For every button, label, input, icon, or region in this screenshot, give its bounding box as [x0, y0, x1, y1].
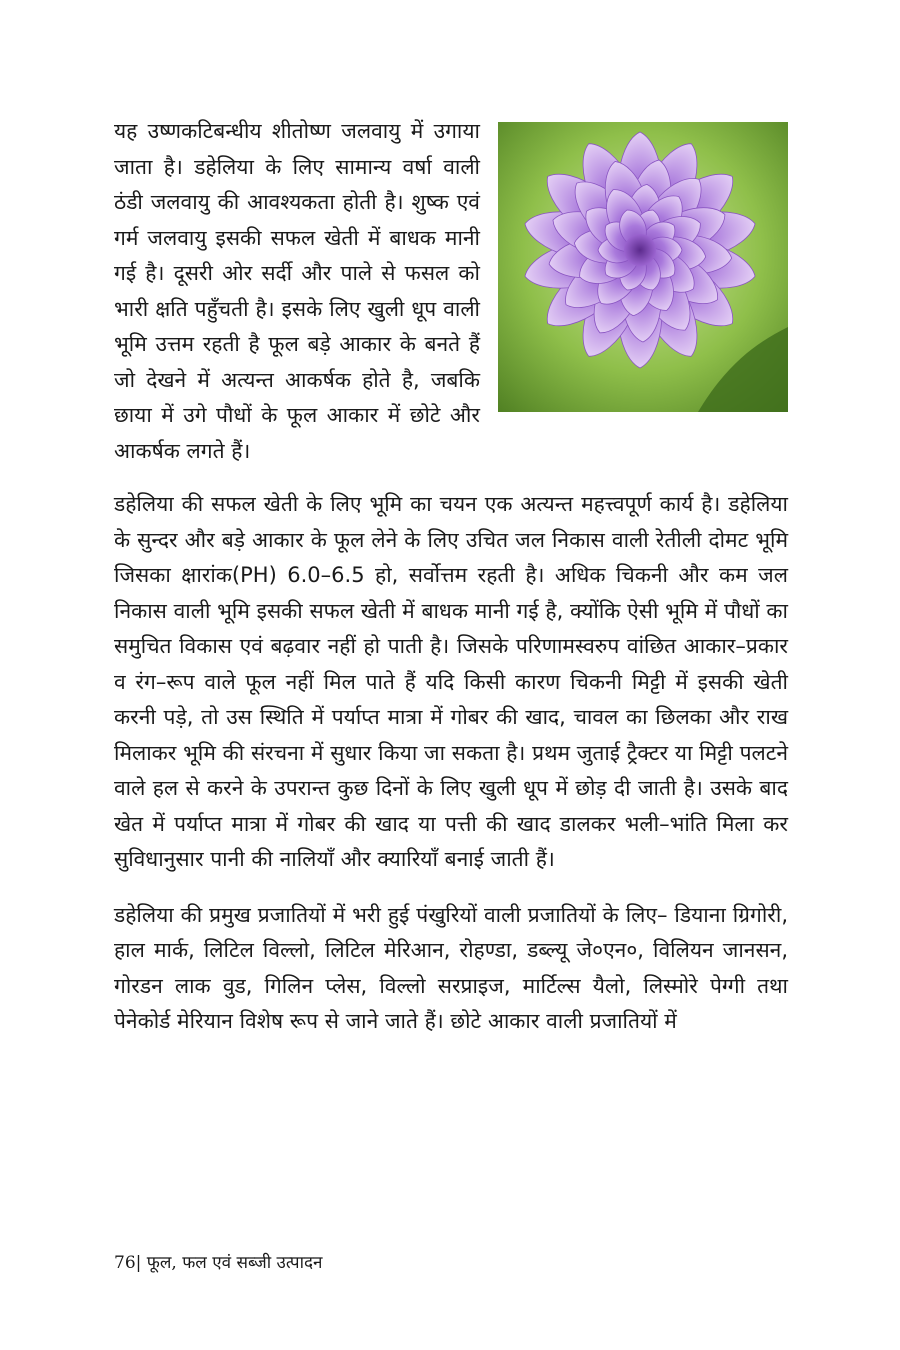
dahlia-flower-image — [498, 122, 788, 412]
paragraph-climate — [114, 114, 788, 469]
page-body — [114, 114, 788, 1040]
paragraph-soil: डहेलिया की सफल खेती के लिए भूमि का चयन एक अत्यन्त महत्त्वपूर्ण कार्य है। डहेलिया के सुन्दर और बड़े आकार के फूल लेने के लिए उचित जल निकास वाली रेतीली दोमट भूमि जिसका क्षारांक(PH) 6.0–6.5 हो, सर्वोत्तम रहती है। अधिक चिकनी और कम जल निकास वाली भूमि इसकी सफल खेती में बाधक मानी गई है, क्योंकि ऐसी भूमि में पौधों का समुचित विकास एवं बढ़वार नहीं हो पाती है। जिसके परिणामस्वरुप वांछित आकार–प्रकार व रंग–रूप वाले फूल नहीं मिल पाते हैं यदि किसी कारण चिकनी मिट्टी में इसकी खेती करनी पड़े, तो उस स्थिति में पर्याप्त मात्रा में गोबर की खाद, चावल का छिलका और राख मिलाकर भूमि की संरचना में सुधार किया जा सकता है। प्रथम जुताई ट्रैक्टर या मिट्टी पलटने वाले हल से करने के उपरान्त कुछ दिनों के लिए खुली धूप में छोड़ दी जाती है। उसके बाद खेत में पर्याप्त मात्रा में गोबर की खाद या पत्ती की खाद डालकर भली–भांति मिला कर सुविधानुसार पानी की नालियाँ और क्यारियाँ बनाई जाती हैं। — [114, 492, 788, 871]
page-footer: 76| फूल, फल एवं सब्जी उत्पादन — [114, 1253, 323, 1273]
paragraph-climate-text: यह उष्णकटिबन्धीय शीतोष्ण जलवायु में उगाया जाता है। डहेलिया के लिए सामान्य वर्षा वाली ठंडी जलवायु की आवश्यकता होती है। शुष्क एवं गर्म जलवायु इसकी सफल खेती में बाधक मानी गई है। दूसरी ओर सर्दी और पाले से फसल को भारी क्षति पहुँचती है। इसके लिए खुली धूप वाली भूमि उत्तम रहती है फूल बड़े आकार के बनते हैं जो देखने में अत्यन्त आकर्षक होते है, जबकि छाया में उगे पौधों के फूल आकार में छोटे और आकर्षक लगते हैं। — [114, 119, 480, 463]
paragraph-varieties: डहेलिया की प्रमुख प्रजातियों में भरी हुई पंखुरियों वाली प्रजातियों के लिए– डियाना ग्रिगोरी, हाल मार्क, लिटिल विल्लो, लिटिल मेरिआन, रोहण्डा, डब्ल्यू जे०एन०, विलियन जानसन, गोरडन लाक वुड, गिलिन प्लेस, विल्लो सरप्राइज, मार्टिल्स यैलो, लिस्मोरे पेग्गी तथा पेनेकोर्ड मेरियान विशेष रूप से जाने जाते हैं। छोटे आकार वाली प्रजातियों में — [114, 902, 788, 1033]
